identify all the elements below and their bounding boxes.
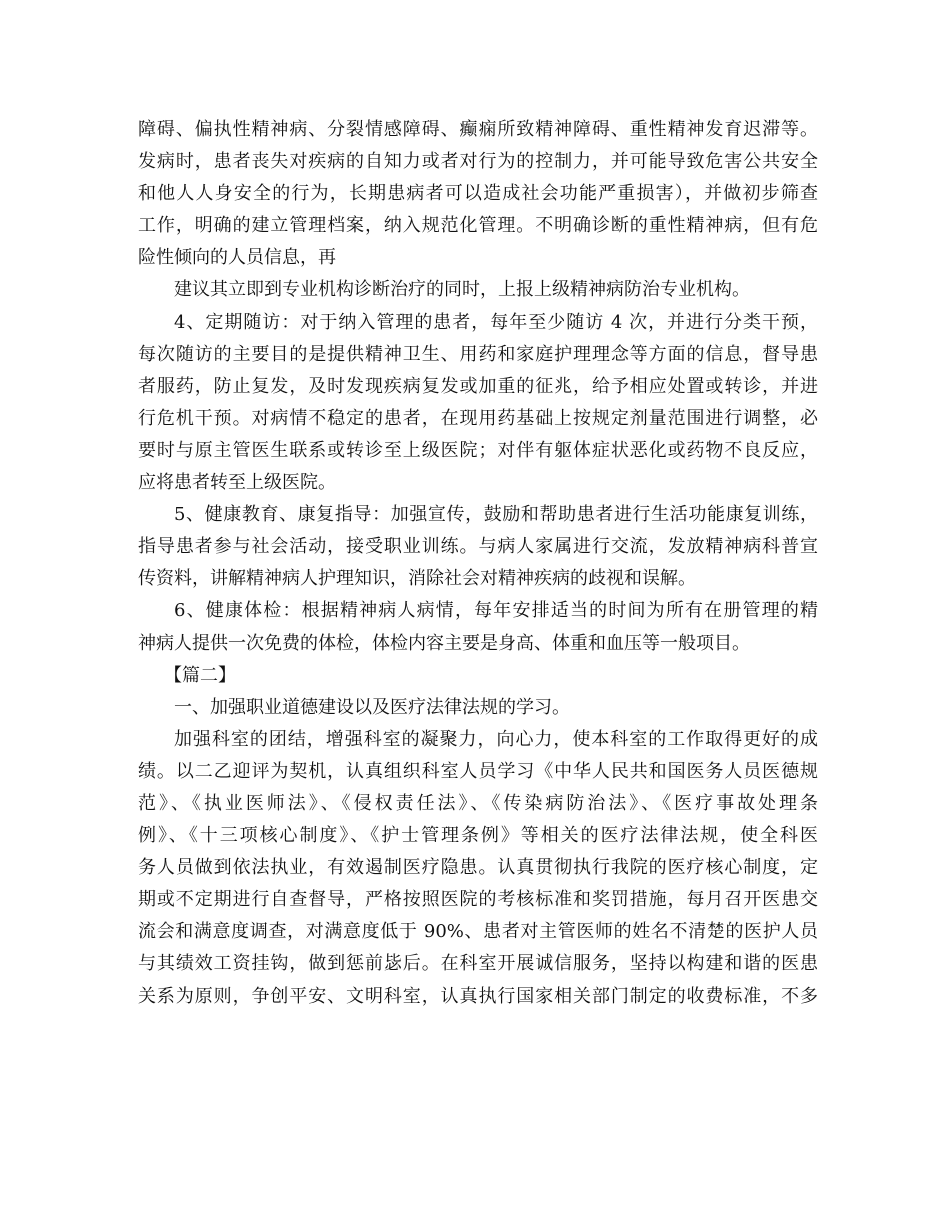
- text-line: 障碍、偏执性精神病、分裂情感障碍、癫痫所致精神障碍、重性精神发育迟滞等。: [138, 119, 818, 140]
- text-line: 期或不定期进行自查督导，严格按照医院的考核标准和奖罚措施，每月召开医患交: [138, 889, 818, 911]
- text-line: 关系为原则，争创平安、文明科室，认真执行国家相关部门制定的收费标准，不多: [138, 985, 818, 1007]
- text-line: 要时与原主管医生联系或转诊至上级医院；对伴有躯体症状恶化或药物不良反应，: [138, 439, 818, 461]
- paragraph-first-line: 加强科室的团结，增强科室的凝聚力，向心力，使本科室的工作取得更好的成: [174, 728, 818, 750]
- text-line: 范》、《执业医师法》、《侵权责任法》、《传染病防治法》、《医疗事故处理条: [138, 792, 818, 814]
- paragraph-first-line: 建议其立即到专业机构诊断治疗的同时，上报上级精神病防治专业机构。: [174, 279, 750, 301]
- text-line: 例》、《十三项核心制度》、《护士管理条例》等相关的医疗法律法规，使全科医: [138, 825, 818, 847]
- text-line: 传资料，讲解精神病人护理知识，消除社会对精神疾病的歧视和误解。: [138, 568, 696, 590]
- text-line: 工作，明确的建立管理档案，纳入规范化管理。不明确诊断的重性精神病，但有危: [138, 215, 818, 237]
- text-line: 应将患者转至上级医院。: [138, 472, 336, 494]
- text-line: 发病时，患者丧失对疾病的自知力或者对行为的控制力，并可能导致危害公共安全: [138, 151, 818, 173]
- text-line: 绩。以二乙迎评为契机，认真组织科室人员学习《中华人民共和国医务人员医德规: [138, 760, 818, 782]
- text-line: 务人员做到依法执业，有效遏制医疗隐患。认真贯彻执行我院的医疗核心制度，定: [138, 857, 818, 879]
- text-line: 行危机干预。对病情不稳定的患者，在现用药基础上按规定剂量范围进行调整，必: [138, 407, 818, 429]
- text-line: 指导患者参与社会活动，接受职业训练。与病人家属进行交流，发放精神病科普宣: [138, 536, 818, 558]
- paragraph-first-line: 5、健康教育、康复指导：加强宣传，鼓励和帮助患者进行生活功能康复训练，: [174, 504, 818, 526]
- subsection-heading: 一、加强职业道德建设以及医疗法律法规的学习。: [174, 696, 570, 718]
- paragraph-first-line: 6、健康体检：根据精神病人病情，每年安排适当的时间为所有在册管理的精: [174, 600, 818, 622]
- text-line: 流会和满意度调查，对满意度低于 90%、患者对主管医师的姓名不清楚的医护人员: [138, 921, 818, 943]
- document-body: [138, 114, 818, 1013]
- text-line: 和他人人身安全的行为，长期患病者可以造成社会功能严重损害），并做初步筛查: [138, 183, 818, 205]
- text-line: 每次随访的主要目的是提供精神卫生、用药和家庭护理理念等方面的信息，督导患: [138, 343, 818, 365]
- text-line: 与其绩效工资挂钩，做到惩前毖后。在科室开展诚信服务，坚持以构建和谐的医患: [138, 953, 818, 975]
- text-line: 险性倾向的人员信息，再: [138, 247, 336, 269]
- paragraph-first-line: 4、定期随访：对于纳入管理的患者，每年至少随访 4 次，并进行分类干预，: [174, 311, 818, 333]
- text-line: 者服药，防止复发，及时发现疾病复发或加重的征兆，给予相应处置或转诊，并进: [138, 375, 818, 397]
- text-line: 神病人提供一次免费的体检，体检内容主要是身高、体重和血压等一般项目。: [138, 632, 750, 654]
- section-heading: 【篇二】: [164, 664, 236, 686]
